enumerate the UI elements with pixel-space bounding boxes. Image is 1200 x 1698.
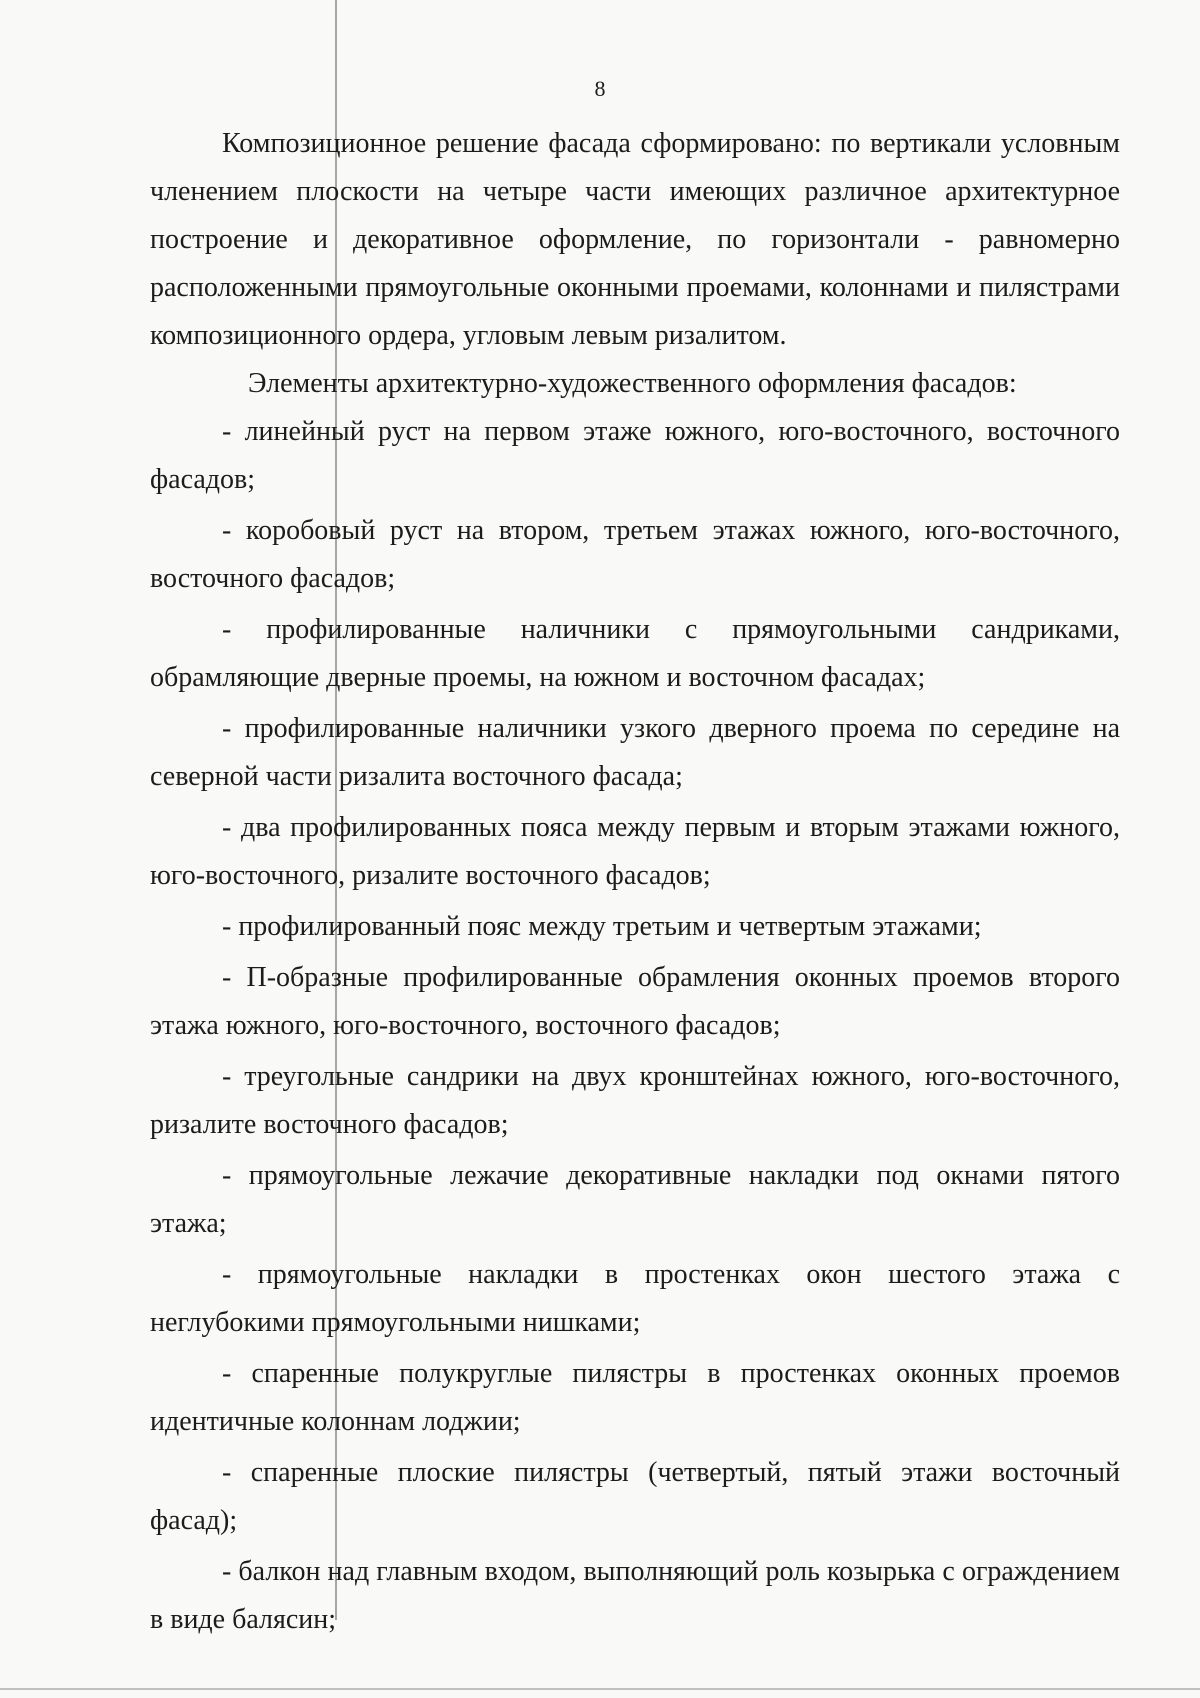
list-item: - линейный руст на первом этаже южного, юго-восточного, восточного фасадов; — [150, 416, 1120, 495]
list-item: - коробовый руст на втором, третьем этажах южного, юго-восточного, восточного фасадов; — [150, 515, 1120, 594]
list-item: - П-образные профилированные обрамления оконных проемов второго этажа южного, юго-восточного, восточного фасадов; — [150, 962, 1120, 1041]
list-item: - прямоугольные накладки в простенках окон шестого этажа с неглубокими прямоугольными нишками; — [150, 1259, 1120, 1338]
list-item: - спаренные плоские пилястры (четвертый, пятый этажи восточный фасад); — [150, 1457, 1120, 1536]
elements-heading: Элементы архитектурно-художественного оформления фасадов: — [248, 368, 1017, 399]
list-item: - профилированный пояс между третьим и четвертым этажами; — [222, 911, 982, 942]
list-item: - два профилированных пояса между первым и вторым этажами южного, юго-восточного, ризалите восточного фасадов; — [150, 812, 1120, 891]
elements-list — [150, 408, 1120, 1644]
list-item: - прямоугольные лежачие декоративные накладки под окнами пятого этажа; — [150, 1160, 1120, 1239]
list-item: - треугольные сандрики на двух кронштейнах южного, юго-восточного, ризалите восточного фасадов; — [150, 1061, 1120, 1140]
scan-artifact-horizontal-line — [0, 1688, 1200, 1690]
list-item: - спаренные полукруглые пилястры в простенках оконных проемов идентичные колоннам лоджии; — [150, 1358, 1120, 1437]
document-text — [150, 120, 1120, 1644]
page-number: 8 — [594, 76, 606, 101]
list-item: - профилированные наличники узкого дверного проема по середине на северной части ризалита восточного фасада; — [150, 713, 1120, 792]
list-item: - балкон над главным входом, выполняющий роль козырька с ограждением в виде балясин; — [150, 1556, 1120, 1635]
intro-paragraph: Композиционное решение фасада сформировано: по вертикали условным членением плоскости на четыре части имеющих различное архитектурное построение и декоративное оформление, по горизонтали - равномерно расположенными прямоугольные оконными проемами, колоннами и пилястрами композиционного ордера, угловым левым ризалитом. — [150, 128, 1120, 351]
list-item: - профилированные наличники с прямоугольными сандриками, обрамляющие дверные проемы, на южном и восточном фасадах; — [150, 614, 1120, 693]
